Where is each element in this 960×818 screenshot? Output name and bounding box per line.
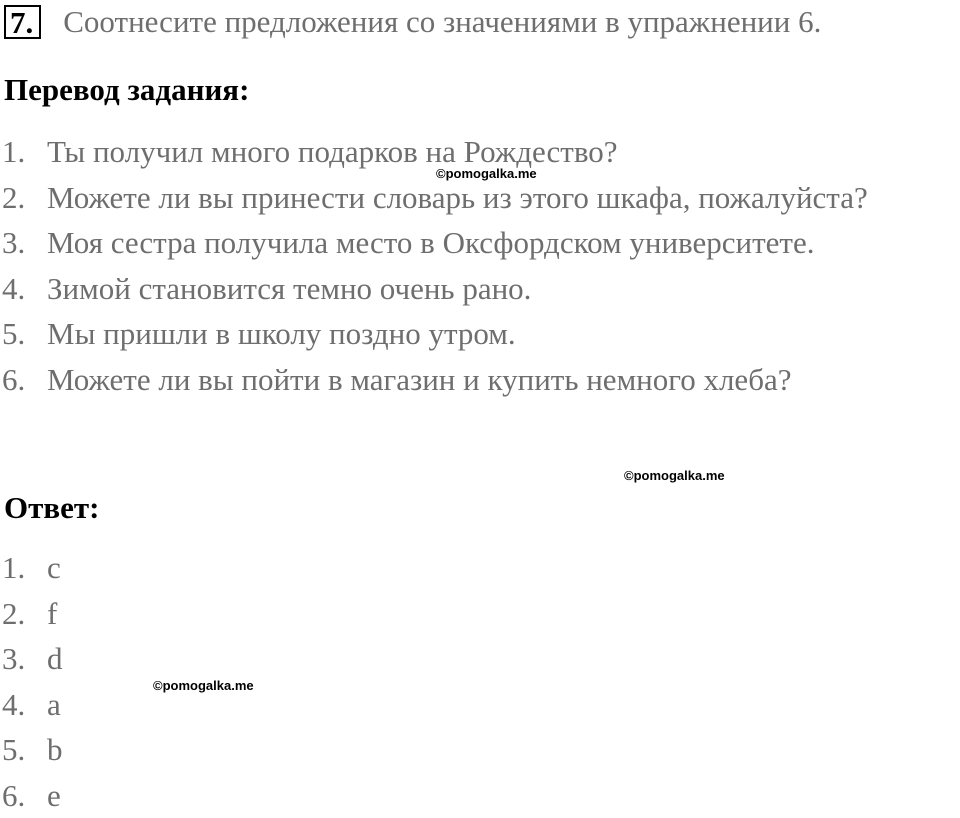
list-item [2, 311, 868, 357]
item-number: 5. [2, 311, 47, 357]
answer-title: Ответ: [4, 488, 99, 528]
list-item [2, 220, 868, 266]
item-text: b [47, 727, 63, 773]
item-number: 2. [2, 591, 47, 637]
task-header [4, 2, 821, 42]
translation-list [2, 129, 868, 402]
list-item [2, 266, 868, 312]
list-item [2, 773, 63, 818]
item-text: Зимой становится темно очень рано. [47, 266, 531, 312]
watermark: ©pomogalka.me [624, 468, 725, 484]
item-text: a [47, 682, 61, 728]
item-text: Можете ли вы пойти в магазин и купить немного хлеба? [47, 357, 791, 403]
watermark: ©pomogalka.me [436, 166, 537, 182]
item-text: Можете ли вы принести словарь из этого шкафа, пожалуйста? [47, 175, 868, 221]
item-number: 3. [2, 636, 47, 682]
item-text: Моя сестра получила место в Оксфордском университете. [47, 220, 814, 266]
item-number: 2. [2, 175, 47, 221]
item-number: 1. [2, 129, 47, 175]
answer-list [2, 545, 63, 818]
item-text: Мы пришли в школу поздно утром. [47, 311, 516, 357]
task-number: 7. [4, 5, 41, 39]
list-item [2, 357, 868, 403]
item-number: 5. [2, 727, 47, 773]
item-number: 6. [2, 773, 47, 818]
item-number: 4. [2, 682, 47, 728]
item-text: c [47, 545, 61, 591]
item-text: f [47, 591, 57, 637]
list-item [2, 129, 868, 175]
list-item [2, 545, 63, 591]
item-number: 4. [2, 266, 47, 312]
item-number: 6. [2, 357, 47, 403]
task-text: Соотнесите предложения со значениями в упражнении 6. [63, 2, 821, 42]
translation-title: Перевод задания: [4, 70, 249, 110]
item-text: e [47, 773, 61, 818]
watermark: ©pomogalka.me [153, 678, 254, 694]
list-item [2, 636, 63, 682]
item-number: 1. [2, 545, 47, 591]
list-item [2, 727, 63, 773]
item-text: Ты получил много подарков на Рождество? [47, 129, 618, 175]
item-text: d [47, 636, 63, 682]
item-number: 3. [2, 220, 47, 266]
list-item [2, 682, 63, 728]
list-item [2, 591, 63, 637]
list-item [2, 175, 868, 221]
